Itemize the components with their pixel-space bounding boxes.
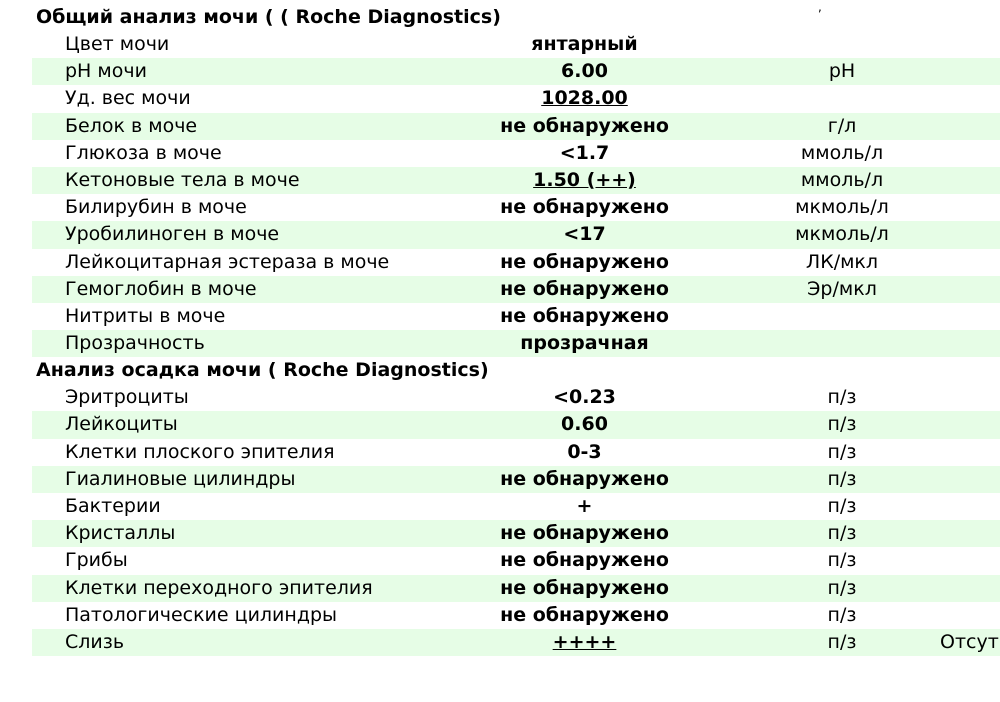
test-name: Клетки переходного эпителия — [65, 576, 373, 599]
test-unit: п/з — [827, 495, 857, 517]
test-value: не обнаружено — [500, 467, 669, 490]
test-name: Эритроциты — [65, 386, 189, 409]
test-value: не обнаружено — [500, 196, 669, 219]
test-name: Глюкоза в моче — [65, 141, 222, 164]
test-name: Цвет мочи — [65, 33, 170, 55]
result-row — [32, 113, 1000, 140]
test-name: Лейкоциты — [65, 413, 178, 436]
test-value: 0-3 — [567, 440, 602, 463]
test-name: Белок в моче — [65, 114, 198, 137]
result-row — [32, 520, 1000, 547]
test-unit: ммоль/л — [800, 141, 884, 164]
test-unit: Эр/мкл — [807, 277, 877, 300]
test-name: Грибы — [65, 549, 128, 572]
result-row — [32, 629, 1000, 656]
test-value: 1.50 (++) — [533, 168, 636, 191]
test-name: Патологические цилиндры — [65, 603, 338, 626]
result-row — [32, 58, 1000, 85]
result-row — [32, 85, 1000, 112]
test-name: Нитриты в моче — [65, 304, 226, 327]
result-row — [32, 276, 1000, 303]
test-name: Клетки плоского эпителия — [65, 440, 335, 463]
test-unit: п/з — [827, 576, 857, 599]
test-value: 0.60 — [561, 413, 608, 436]
test-unit: п/з — [827, 467, 857, 490]
test-unit: п/з — [827, 413, 857, 436]
test-unit: pH — [828, 60, 856, 83]
test-value: не обнаружено — [500, 304, 669, 327]
result-row — [32, 249, 1000, 276]
test-name: Гиалиновые цилиндры — [65, 467, 296, 490]
test-unit: ЛК/мкл — [805, 250, 879, 273]
test-value: <0.23 — [553, 386, 616, 409]
test-name: Слизь — [65, 630, 125, 653]
test-name: Кетоновые тела в моче — [65, 168, 300, 191]
test-unit: п/з — [827, 630, 857, 653]
test-value: 6.00 — [561, 60, 608, 83]
test-value: 1028.00 — [541, 87, 628, 110]
test-unit: п/з — [827, 603, 857, 626]
test-name: pH мочи — [65, 60, 147, 83]
test-unit: мкмоль/л — [795, 196, 889, 219]
result-row — [32, 547, 1000, 574]
test-value: не обнаружено — [500, 522, 669, 545]
test-value: + — [576, 495, 593, 517]
test-name: Уробилиноген в моче — [65, 223, 280, 246]
result-row — [32, 466, 1000, 493]
test-name: Гемоглобин в моче — [65, 277, 257, 300]
test-value: прозрачная — [520, 332, 649, 355]
test-name: Кристаллы — [65, 522, 176, 545]
test-value: не обнаружено — [500, 603, 669, 626]
test-name: Бактерии — [65, 495, 161, 517]
test-name: Уд. вес мочи — [65, 87, 191, 110]
result-row — [32, 140, 1000, 167]
test-value: не обнаружено — [500, 250, 669, 273]
result-row — [32, 221, 1000, 248]
section-title-general-urinalysis: Общий анализ мочи ( ( Roche Diagnostics) — [36, 6, 501, 28]
test-value: не обнаружено — [500, 114, 669, 137]
result-row — [32, 330, 1000, 357]
result-row — [32, 411, 1000, 438]
test-unit: г/л — [827, 114, 857, 137]
result-row — [32, 303, 1000, 330]
reference-value: Отсут — [940, 630, 999, 653]
test-unit: п/з — [827, 440, 857, 463]
test-name: Билирубин в моче — [65, 196, 247, 219]
test-name: Лейкоцитарная эстераза в моче — [65, 250, 390, 273]
test-value: ++++ — [552, 630, 617, 653]
result-row — [32, 493, 1000, 520]
test-unit: мкмоль/л — [795, 223, 889, 246]
test-unit: ммоль/л — [800, 168, 884, 191]
test-name: Прозрачность — [65, 332, 205, 355]
test-value: янтарный — [531, 33, 638, 55]
test-value: <1.7 — [559, 141, 610, 164]
result-row — [32, 439, 1000, 466]
test-value: <17 — [563, 223, 606, 246]
result-row — [32, 31, 1000, 58]
result-row — [32, 602, 1000, 629]
result-row — [32, 575, 1000, 602]
result-row — [32, 194, 1000, 221]
section-title-sediment-analysis: Анализ осадка мочи ( Roche Diagnostics) — [36, 359, 489, 382]
test-value: не обнаружено — [500, 576, 669, 599]
test-unit: п/з — [827, 522, 857, 545]
test-unit: п/з — [827, 549, 857, 572]
edge-tick-mark: , — [818, 0, 822, 14]
result-row — [32, 384, 1000, 411]
test-value: не обнаружено — [500, 277, 669, 300]
result-row — [32, 167, 1000, 194]
test-value: не обнаружено — [500, 549, 669, 572]
test-unit: п/з — [827, 386, 857, 409]
